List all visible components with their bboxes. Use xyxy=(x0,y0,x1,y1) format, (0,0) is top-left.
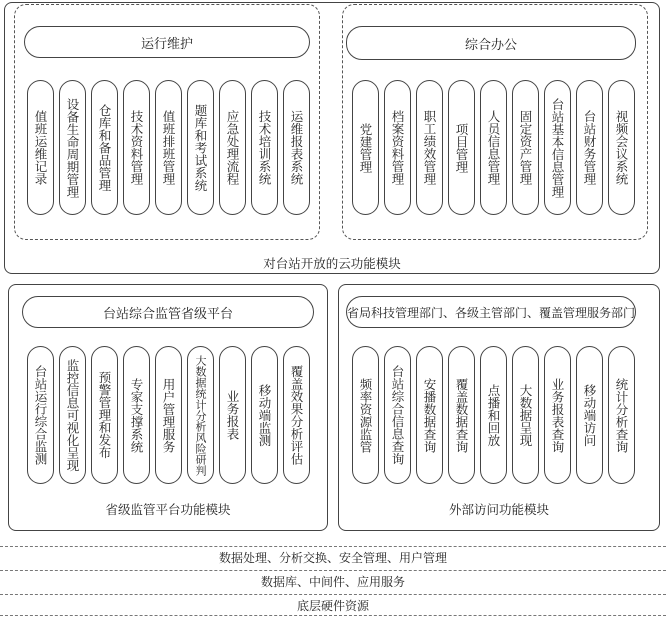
hardware-layer: 底层硬件资源 xyxy=(0,594,666,616)
external-item-3 xyxy=(416,346,443,484)
provincial-item-2 xyxy=(59,346,86,484)
ops-item-2 xyxy=(59,80,86,215)
ops-item-label: 题库和考试系统 xyxy=(193,103,208,192)
provincial-item-1 xyxy=(27,346,54,484)
external-item-label: 安播数据查询 xyxy=(422,377,437,453)
external-item-label: 移动端访问 xyxy=(582,383,597,447)
ops-item-3 xyxy=(91,80,118,215)
external-item-2 xyxy=(384,346,411,484)
ops-item-5 xyxy=(155,80,182,215)
ops-item-4 xyxy=(123,80,150,215)
office-group-title: 综合办公 xyxy=(346,26,636,60)
provincial-module-title: 省级监管平台功能模块 xyxy=(105,502,231,517)
ops-item-8 xyxy=(251,80,278,215)
office-item-label: 视频会议系统 xyxy=(614,110,629,185)
ops-item-1 xyxy=(27,80,54,215)
office-item-1 xyxy=(352,80,379,215)
office-item-6 xyxy=(512,80,539,215)
office-item-label: 人员信息管理 xyxy=(486,110,501,185)
office-item-label: 项目管理 xyxy=(454,122,469,173)
ops-item-6 xyxy=(187,80,214,215)
external-item-6 xyxy=(512,346,539,484)
office-item-7 xyxy=(544,80,571,215)
ops-group-title: 运行维护 xyxy=(24,26,310,58)
provincial-item-label: 预警管理和发布 xyxy=(97,371,112,459)
ops-item-7 xyxy=(219,80,246,215)
office-item-label: 台站基本信息管理 xyxy=(550,97,565,198)
provincial-item-7 xyxy=(219,346,246,484)
ops-item-9 xyxy=(283,80,310,215)
external-item-label: 台站综合信息查询 xyxy=(390,365,405,465)
office-item-8 xyxy=(576,80,603,215)
external-item-9 xyxy=(608,346,635,484)
external-item-label: 覆盖数据查询 xyxy=(454,377,469,453)
provincial-item-label: 覆盖效果分析评估 xyxy=(289,365,304,465)
ops-item-label: 运维报表系统 xyxy=(289,110,304,185)
external-item-label: 统计分析查询 xyxy=(614,377,629,453)
provincial-item-6 xyxy=(187,346,214,484)
ops-item-label: 设备生命周期管理 xyxy=(65,97,80,198)
office-item-2 xyxy=(384,80,411,215)
provincial-item-4 xyxy=(123,346,150,484)
ops-item-label: 值班运维记录 xyxy=(33,110,48,185)
cloud-module-title: 对台站开放的云功能模块 xyxy=(263,256,401,271)
office-item-label: 固定资产管理 xyxy=(518,110,533,185)
external-item-label: 点播和回放 xyxy=(486,383,501,447)
provincial-item-label: 台站运行综合监测 xyxy=(33,365,48,465)
provincial-item-label: 用户管理服务 xyxy=(161,377,176,453)
provincial-item-label: 专家支撑系统 xyxy=(129,377,144,453)
external-module-title: 外部访问功能模块 xyxy=(448,502,549,517)
provincial-item-8 xyxy=(251,346,278,484)
provincial-item-label: 监控信息可视化呈现 xyxy=(65,358,80,472)
processing-layer: 数据处理、分析交换、安全管理、用户管理 xyxy=(0,546,666,568)
middleware-layer: 数据库、中间件、应用服务 xyxy=(0,570,666,592)
provincial-item-5 xyxy=(155,346,182,484)
ops-item-label: 仓库和备品管理 xyxy=(97,103,112,192)
ops-item-label: 应急处理流程 xyxy=(225,110,240,185)
ops-item-label: 值班排班管理 xyxy=(161,110,176,185)
office-item-label: 党建管理 xyxy=(358,122,373,173)
external-item-8 xyxy=(576,346,603,484)
provincial-item-label: 大数据统计分析风险研判 xyxy=(194,354,207,476)
provincial-header: 台站综合监管省级平台 xyxy=(22,296,314,328)
provincial-item-label: 移动端监测 xyxy=(257,383,272,447)
external-item-4 xyxy=(448,346,475,484)
external-item-7 xyxy=(544,346,571,484)
ops-item-label: 技术资料管理 xyxy=(129,110,144,185)
office-item-label: 档案资料管理 xyxy=(390,110,405,185)
provincial-item-3 xyxy=(91,346,118,484)
office-item-label: 职工绩效管理 xyxy=(422,110,437,185)
external-item-label: 大数据呈现 xyxy=(518,383,533,447)
provincial-item-label: 业务报表 xyxy=(225,390,240,440)
external-item-5 xyxy=(480,346,507,484)
external-item-label: 业务报表查询 xyxy=(550,377,565,453)
office-item-5 xyxy=(480,80,507,215)
provincial-item-9 xyxy=(283,346,310,484)
external-item-label: 频率资源监管 xyxy=(358,377,373,453)
office-item-4 xyxy=(448,80,475,215)
external-header: 省局科技管理部门、各级主管部门、覆盖管理服务部门 xyxy=(346,296,636,328)
external-item-1 xyxy=(352,346,379,484)
ops-item-label: 技术培训系统 xyxy=(257,110,272,185)
office-item-label: 台站财务管理 xyxy=(582,110,597,185)
office-item-9 xyxy=(608,80,635,215)
office-item-3 xyxy=(416,80,443,215)
